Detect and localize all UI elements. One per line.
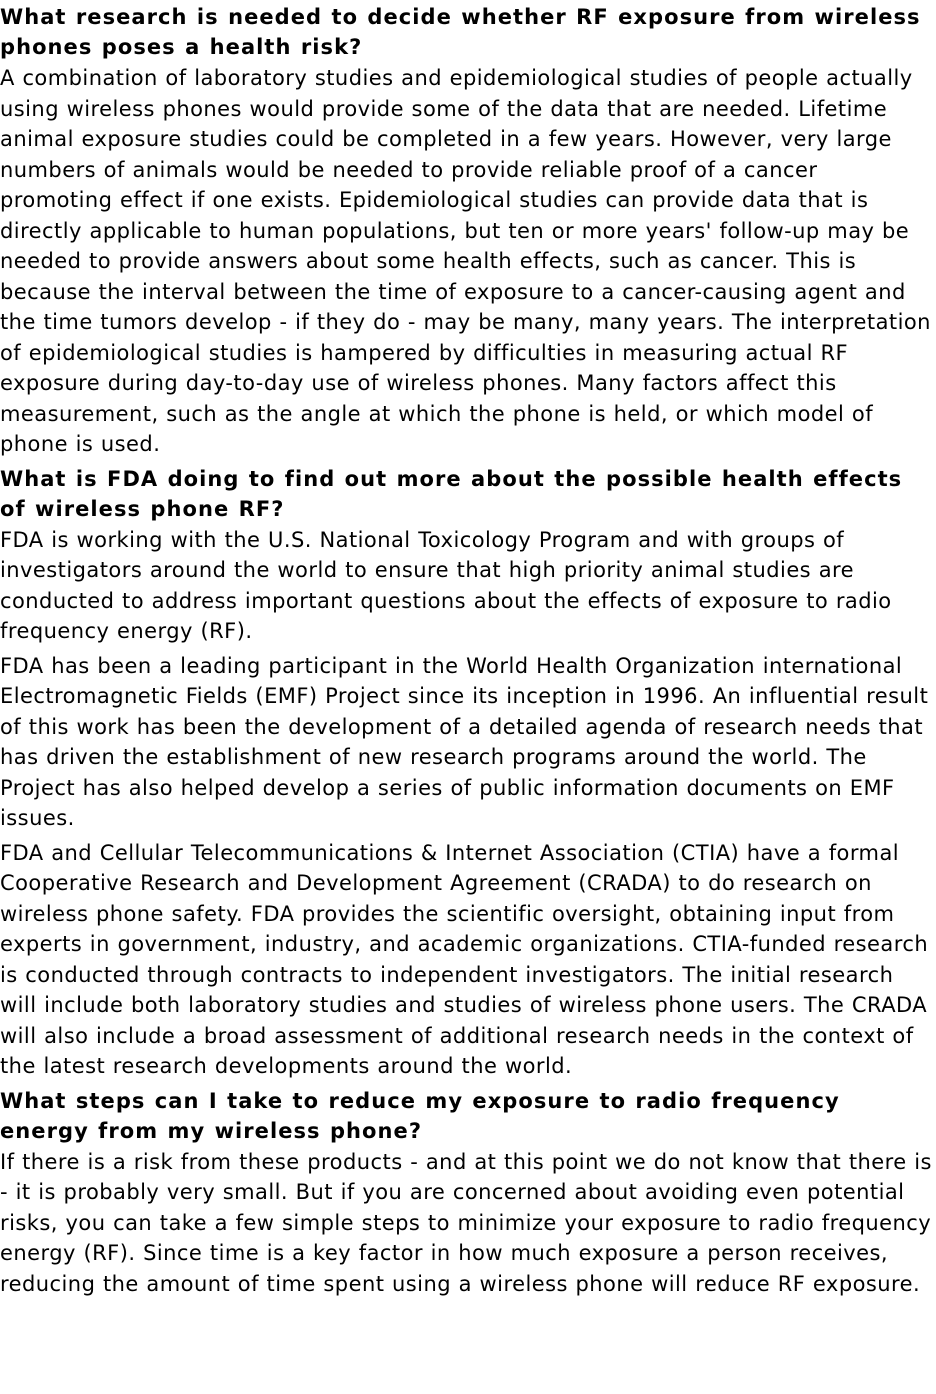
document-content — [0, 2, 936, 1299]
paragraph-who-emf-project: FDA has been a leading participant in the World Health Organization international Electromagnetic Fields (EMF) Project since its inception in 1996. An influential result of this work has been the development of a detailed agenda of research needs that has driven the establishment of new research programs around the world. The Project has also helped develop a series of public information documents on EMF issues. — [0, 653, 929, 830]
section-heading-reduce-exposure: What steps can I take to reduce my exposure to radio frequency energy from my wireless phone? — [0, 1088, 840, 1143]
section-heading-fda-activities: What is FDA doing to find out more about the possible health effects of wireless phone RF? — [0, 466, 903, 521]
paragraph-ctia-crada: FDA and Cellular Telecommunications & Internet Association (CTIA) have a formal Cooperative Research and Development Agreement (CRADA) to do research on wireless phone safety. FDA provides the scientific oversight, obtaining input from experts in government, industry, and academic organizations. CTIA-funded research is conducted through contracts to independent investigators. The initial research will include both laboratory studies and studies of wireless phone users. The CRADA will also include a broad assessment of additional research needs in the context of the latest research developments around the world. — [0, 840, 929, 1078]
paragraph-reduce-exposure: If there is a risk from these products - and at this point we do not know that there is - it is probably very small. But if you are concerned about avoiding even potential risks, you can take a few simple steps to minimize your exposure to radio frequency energy (RF). Since time is a key factor in how much exposure a person receives, reducing the amount of time spent using a wireless phone will reduce RF exposure. — [0, 1149, 932, 1296]
paragraph-ntp-collaboration: FDA is working with the U.S. National Toxicology Program and with groups of investigators around the world to ensure that high priority animal studies are conducted to address important questions about the effects of exposure to radio frequency energy (RF). — [0, 527, 892, 643]
section-heading-research-needed: What research is needed to decide whether RF exposure from wireless phones poses a health risk? — [0, 5, 921, 59]
paragraph-research-needed: A combination of laboratory studies and epidemiological studies of people actually using wireless phones would provide some of the data that are needed. Lifetime animal exposure studies could be completed in a few years. However, very large numbers of animals would be needed to provide reliable proof of a cancer promoting effect if one exists. Epidemiological studies can provide data that is directly applicable to human populations, but ten or more years' follow-up may be needed to provide answers about some health effects, such as cancer. This is because the interval between the time of exposure to a cancer-causing agent and the time tumors develop - if they do - may be many, many years. The interpretation of epidemiological studies is hampered by difficulties in measuring actual RF exposure during day-to-day use of wireless phones. Many factors affect this measurement, such as the angle at which the phone is held, or which model of phone is used. — [0, 66, 931, 456]
